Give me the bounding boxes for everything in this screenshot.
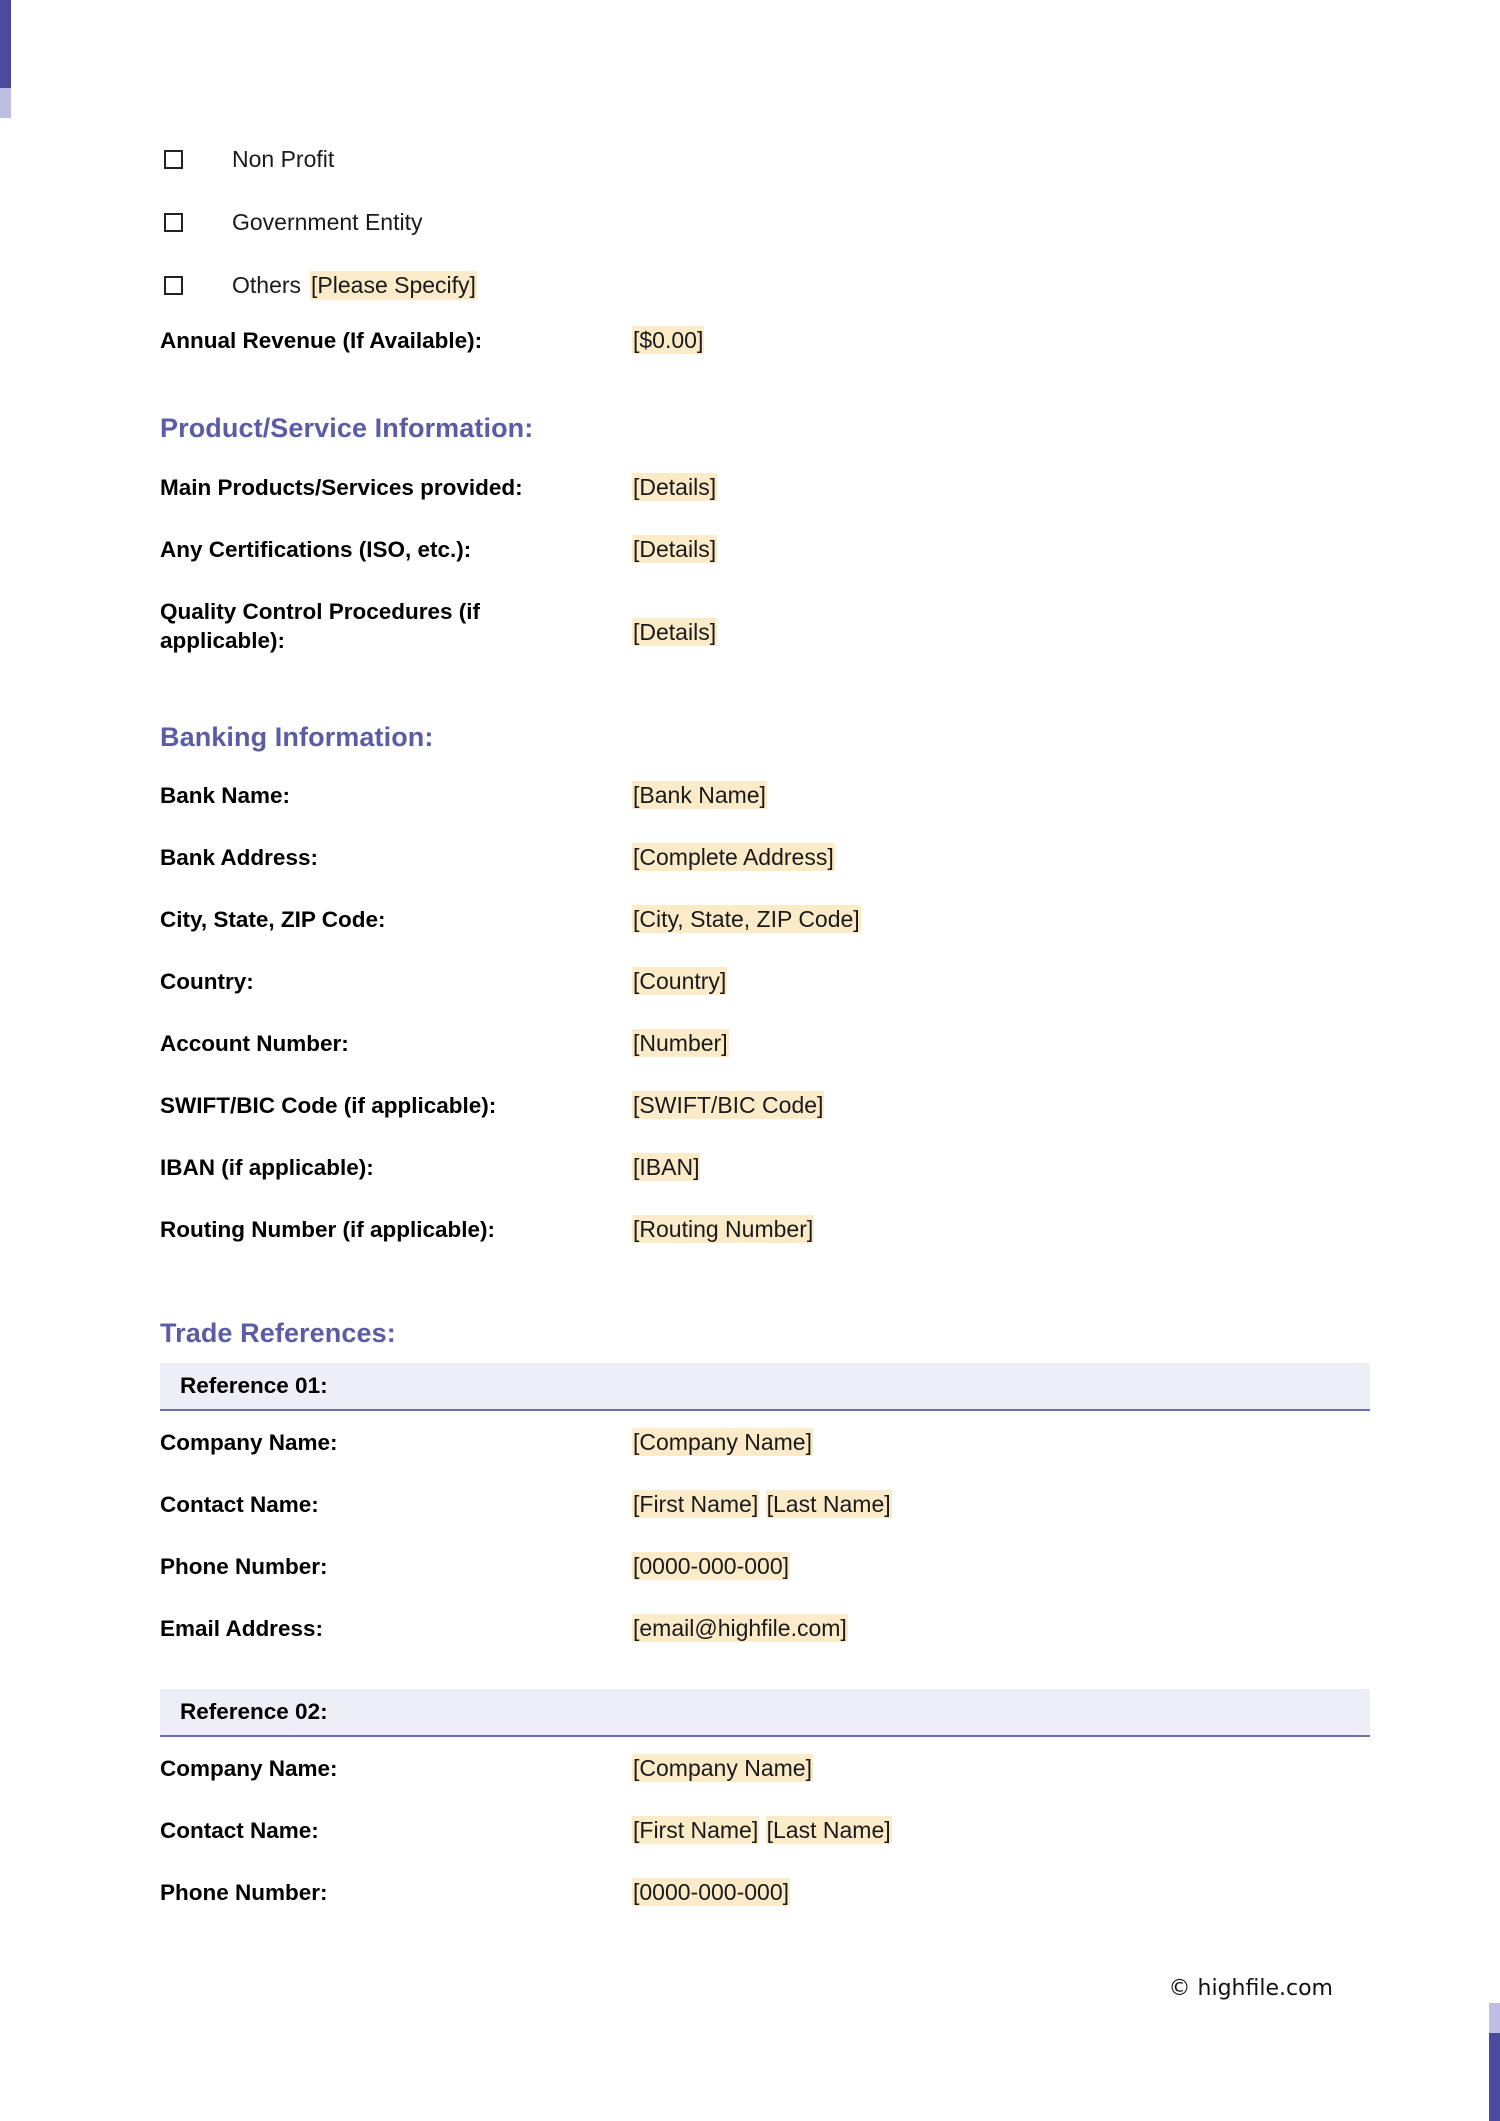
trade-reference-block-02 <box>160 1689 1370 1931</box>
section-heading-product-service: Product/Service Information: <box>160 413 534 443</box>
field-label: Email Address: <box>160 1616 323 1641</box>
business-type-options <box>160 128 1370 317</box>
field-value <box>632 1419 1370 1458</box>
field-value <box>632 1144 1370 1183</box>
field-value <box>632 1745 1370 1784</box>
field-value <box>632 834 1370 873</box>
right-accent-bar <box>1489 2003 1500 2121</box>
ref1-last-name-value[interactable]: [Last Name] <box>766 1491 891 1517</box>
left-accent-bar-dark-segment <box>0 0 11 88</box>
checkbox-icon[interactable] <box>164 213 183 232</box>
field-value <box>632 958 1370 997</box>
field-row-certifications <box>160 526 1370 588</box>
field-row-account-number <box>160 1020 1370 1082</box>
field-label: SWIFT/BIC Code (if applicable): <box>160 1093 497 1118</box>
ref1-company-name-value[interactable]: [Company Name] <box>633 1429 812 1455</box>
banking-fields <box>160 772 1370 1268</box>
bank-name-value[interactable]: [Bank Name] <box>633 782 766 808</box>
field-label: Quality Control Procedures (if applicable): <box>160 599 481 654</box>
field-value <box>632 588 1370 648</box>
field-value <box>632 896 1370 935</box>
field-row-ref1-email-address <box>160 1605 1370 1667</box>
field-value <box>632 1605 1370 1644</box>
iban-value[interactable]: [IBAN] <box>633 1154 700 1180</box>
field-row-annual-revenue <box>160 317 1370 377</box>
others-specify-value[interactable]: [Please Specify] <box>311 272 476 298</box>
routing-number-value[interactable]: [Routing Number] <box>633 1216 814 1242</box>
checkbox-icon[interactable] <box>164 276 183 295</box>
right-accent-bar-light-segment <box>1489 2003 1500 2033</box>
left-accent-bar <box>0 0 11 118</box>
field-value <box>632 1543 1370 1582</box>
field-row-ref2-phone-number <box>160 1869 1370 1931</box>
field-label: Routing Number (if applicable): <box>160 1217 495 1242</box>
field-row-bank-name <box>160 772 1370 834</box>
swift-bic-value[interactable]: [SWIFT/BIC Code] <box>633 1092 824 1118</box>
ref2-first-name-value[interactable]: [First Name] <box>633 1817 759 1843</box>
field-value <box>632 772 1370 811</box>
field-value <box>632 464 1370 503</box>
country-value[interactable]: [Country] <box>633 968 727 994</box>
field-row-ref1-phone-number <box>160 1543 1370 1605</box>
checkbox-row-non-profit[interactable] <box>160 128 1370 191</box>
field-label: Contact Name: <box>160 1818 319 1843</box>
reference-title: Reference 01: <box>180 1373 328 1398</box>
field-row-bank-address <box>160 834 1370 896</box>
reference-header-01 <box>160 1363 1370 1411</box>
ref2-phone-number-value[interactable]: [0000-000-000] <box>633 1879 790 1905</box>
reference-fields-01 <box>160 1411 1370 1667</box>
field-value <box>632 317 1370 356</box>
field-label: IBAN (if applicable): <box>160 1155 374 1180</box>
document-content <box>160 128 1370 1931</box>
field-row-country <box>160 958 1370 1020</box>
field-row-ref1-company-name <box>160 1419 1370 1481</box>
field-label: Company Name: <box>160 1430 338 1455</box>
field-row-quality-control <box>160 588 1370 676</box>
field-value <box>632 1869 1370 1908</box>
field-label: Phone Number: <box>160 1554 328 1579</box>
ref1-first-name-value[interactable]: [First Name] <box>633 1491 759 1517</box>
field-label: Main Products/Services provided: <box>160 475 523 500</box>
field-label: Phone Number: <box>160 1880 328 1905</box>
field-row-ref2-contact-name <box>160 1807 1370 1869</box>
left-accent-bar-light-segment <box>0 88 11 118</box>
field-label: Country: <box>160 969 254 994</box>
field-row-main-products <box>160 464 1370 526</box>
field-value <box>632 1020 1370 1059</box>
field-value <box>632 1082 1370 1121</box>
field-label: Company Name: <box>160 1756 338 1781</box>
field-label: Any Certifications (ISO, etc.): <box>160 537 472 562</box>
section-heading-banking: Banking Information: <box>160 722 434 752</box>
field-row-routing-number <box>160 1206 1370 1268</box>
field-label: Annual Revenue (If Available): <box>160 328 483 353</box>
footer-copyright: © highfile.com <box>1168 1976 1333 2001</box>
ref1-phone-number-value[interactable]: [0000-000-000] <box>633 1553 790 1579</box>
field-value <box>632 1481 1370 1520</box>
field-label: Bank Name: <box>160 783 291 808</box>
reference-fields-02 <box>160 1737 1370 1931</box>
checkbox-row-government-entity[interactable] <box>160 191 1370 254</box>
right-accent-bar-dark-segment <box>1489 2033 1500 2121</box>
checkbox-icon[interactable] <box>164 150 183 169</box>
field-label: Account Number: <box>160 1031 349 1056</box>
bank-address-value[interactable]: [Complete Address] <box>633 844 834 870</box>
checkbox-label: Non Profit <box>232 146 335 172</box>
certifications-value[interactable]: [Details] <box>633 536 717 562</box>
section-heading-trade-references: Trade References: <box>160 1318 396 1348</box>
field-row-swift-bic <box>160 1082 1370 1144</box>
reference-header-02 <box>160 1689 1370 1737</box>
checkbox-row-others[interactable] <box>160 254 1370 317</box>
field-row-iban <box>160 1144 1370 1206</box>
reference-title: Reference 02: <box>180 1699 328 1724</box>
product-service-fields <box>160 464 1370 676</box>
checkbox-label: Government Entity <box>232 209 423 235</box>
field-row-ref1-contact-name <box>160 1481 1370 1543</box>
field-value <box>632 526 1370 565</box>
field-label: Contact Name: <box>160 1492 319 1517</box>
city-state-zip-value[interactable]: [City, State, ZIP Code] <box>633 906 860 932</box>
field-value <box>632 1206 1370 1245</box>
ref2-company-name-value[interactable]: [Company Name] <box>633 1755 812 1781</box>
trade-reference-block-01 <box>160 1363 1370 1667</box>
field-label: Bank Address: <box>160 845 318 870</box>
quality-control-value[interactable]: [Details] <box>633 619 717 645</box>
field-label: City, State, ZIP Code: <box>160 907 386 932</box>
ref1-email-address-value[interactable]: [email@highfile.com] <box>633 1615 847 1641</box>
field-value <box>632 1807 1370 1846</box>
annual-revenue-value[interactable]: [$0.00] <box>633 327 704 353</box>
field-row-ref2-company-name <box>160 1745 1370 1807</box>
account-number-value[interactable]: [Number] <box>633 1030 728 1056</box>
checkbox-label: Others <box>232 272 302 298</box>
field-row-city-state-zip <box>160 896 1370 958</box>
main-products-value[interactable]: [Details] <box>633 474 717 500</box>
ref2-last-name-value[interactable]: [Last Name] <box>766 1817 891 1843</box>
